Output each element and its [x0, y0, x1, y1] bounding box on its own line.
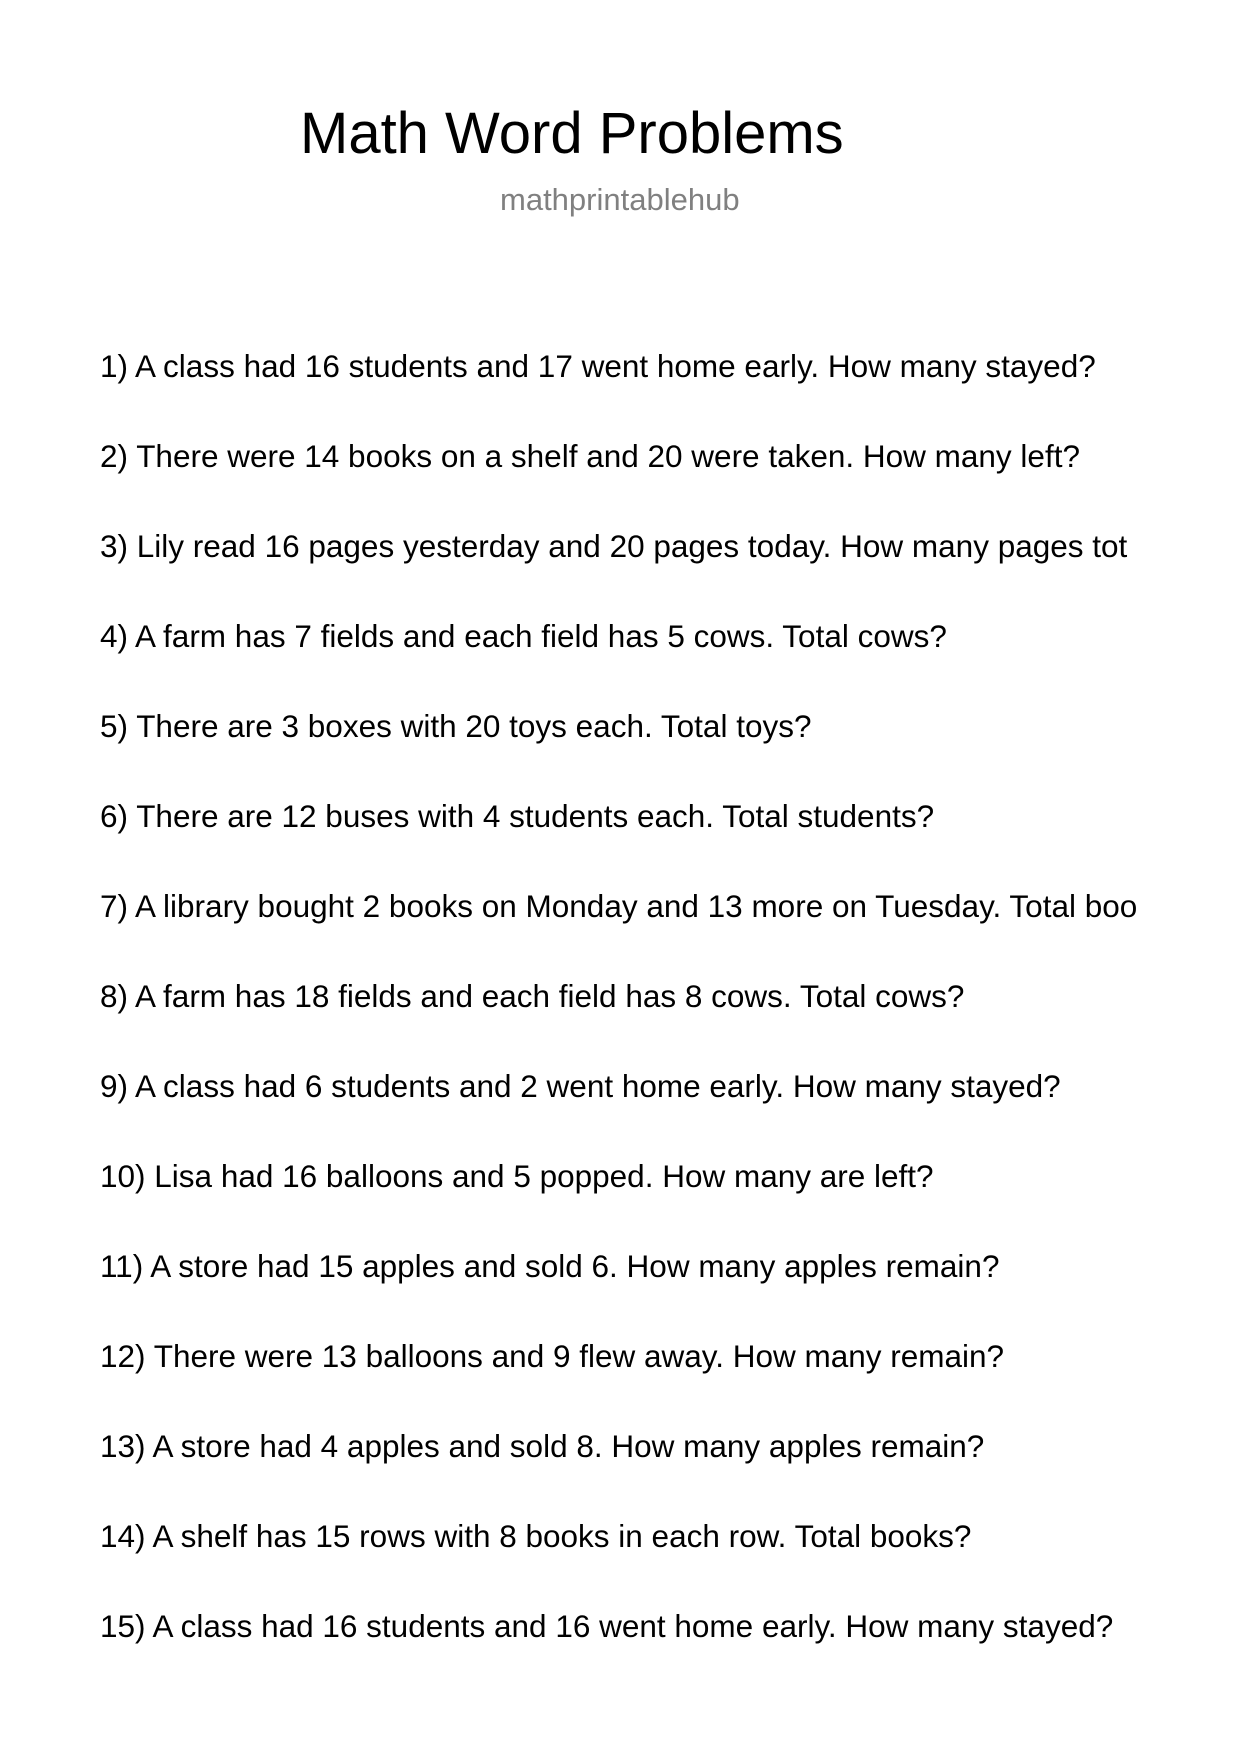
problem-item: 9) A class had 6 students and 2 went home early. How many stayed? [100, 1068, 1061, 1104]
problem-item: 7) A library bought 2 books on Monday and 13 more on Tuesday. Total boo [100, 888, 1138, 924]
problem-item: 4) A farm has 7 fields and each field has 5 cows. Total cows? [100, 618, 947, 654]
problem-item: 3) Lily read 16 pages yesterday and 20 pages today. How many pages tot [100, 528, 1128, 564]
page-title: Math Word Problems [300, 101, 844, 166]
problem-list [100, 346, 1240, 1696]
problem-item: 2) There were 14 books on a shelf and 20 were taken. How many left? [100, 438, 1080, 474]
problem-item: 11) A store had 15 apples and sold 6. How many apples remain? [100, 1248, 1000, 1284]
problem-item: 15) A class had 16 students and 16 went home early. How many stayed? [100, 1608, 1114, 1644]
problem-item: 5) There are 3 boxes with 20 toys each. Total toys? [100, 708, 812, 744]
problem-item: 13) A store had 4 apples and sold 8. How many apples remain? [100, 1428, 985, 1464]
problem-item: 10) Lisa had 16 balloons and 5 popped. How many are left? [100, 1158, 934, 1194]
problem-item: 6) There are 12 buses with 4 students each. Total students? [100, 798, 935, 834]
problem-item: 12) There were 13 balloons and 9 flew away. How many remain? [100, 1338, 1005, 1374]
page-subtitle: mathprintablehub [500, 182, 740, 217]
problem-item: 8) A farm has 18 fields and each field has 8 cows. Total cows? [100, 978, 965, 1014]
problem-item: 1) A class had 16 students and 17 went home early. How many stayed? [100, 348, 1096, 384]
problem-item: 14) A shelf has 15 rows with 8 books in each row. Total books? [100, 1518, 972, 1554]
